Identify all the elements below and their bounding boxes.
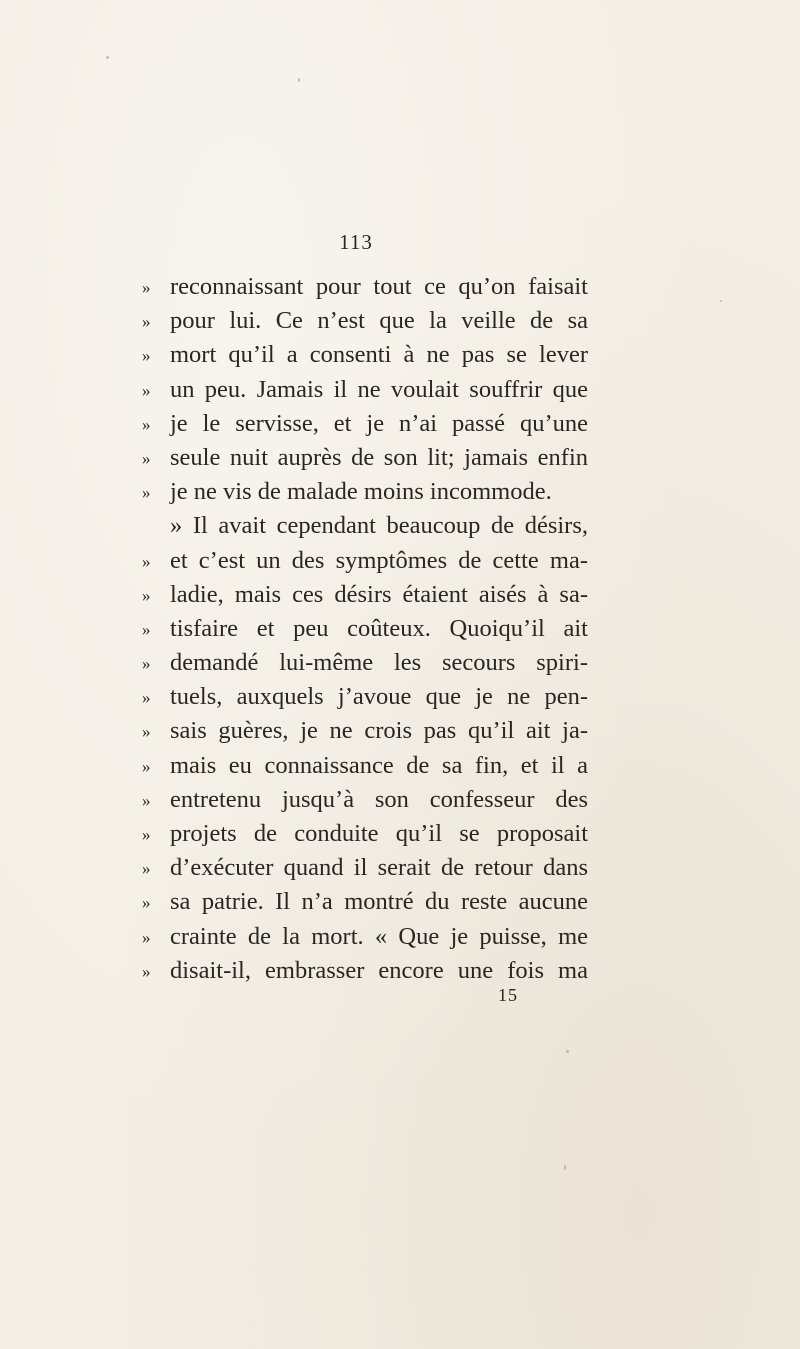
- quote-marker: »: [142, 483, 151, 503]
- line-text: et c’est un des symptômes de cette ma-: [170, 546, 588, 574]
- quote-marker: »: [142, 927, 151, 947]
- quote-marker: »: [142, 825, 151, 844]
- text-line: [142, 646, 588, 680]
- quote-marker: »: [142, 654, 151, 674]
- quote-marker: »: [142, 619, 151, 639]
- line-text: projets de conduite qu’il se proposait: [170, 820, 588, 847]
- text-line: [142, 578, 588, 612]
- line-text: sa patrie. Il n’a montré du reste aucune: [170, 888, 588, 916]
- quote-marker: »: [142, 346, 151, 366]
- quote-marker: »: [142, 380, 151, 400]
- quote-marker: »: [142, 961, 151, 981]
- signature-mark: 15: [498, 985, 518, 1005]
- quote-marker: »: [142, 278, 151, 297]
- line-text: sais guères, je ne crois pas qu’il ait ja-: [170, 717, 588, 745]
- line-text: demandé lui-même les secours spiri-: [170, 649, 588, 677]
- text-line: [142, 749, 588, 783]
- quote-marker: »: [142, 859, 151, 879]
- text-line: [142, 475, 588, 509]
- text-line: [142, 817, 588, 851]
- paper-speck: [106, 56, 109, 59]
- line-text: reconnaissant pour tout ce qu’on faisait: [170, 273, 588, 300]
- line-text: tuels, auxquels j’avoue que je ne pen-: [170, 683, 588, 711]
- paper-speck: [298, 78, 300, 82]
- line-text: je le servisse, et je n’ai passé qu’une: [170, 409, 588, 437]
- line-text: ladie, mais ces désirs étaient aisés à sa-: [170, 580, 588, 608]
- line-text: disait-il, embrasser encore une fois ma: [170, 956, 588, 984]
- quote-marker: »: [142, 790, 151, 810]
- quote-marker: »: [142, 551, 151, 571]
- quote-marker: »: [142, 722, 151, 742]
- text-line: [142, 407, 588, 441]
- quote-marker: »: [142, 585, 151, 605]
- paper-speck: [566, 1050, 569, 1053]
- text-line: [142, 338, 588, 372]
- line-text: » Il avait cependant beaucoup de désirs,: [170, 512, 588, 540]
- line-text: mais eu connaissance de sa fin, et il a: [170, 751, 588, 779]
- quote-marker: »: [142, 893, 151, 913]
- line-text: mort qu’il a consenti à ne pas se lever: [170, 341, 588, 369]
- quote-marker: »: [142, 688, 151, 708]
- line-text: entretenu jusqu’à son confesseur des: [170, 785, 588, 813]
- quote-marker: »: [142, 756, 151, 776]
- text-line: [142, 885, 588, 919]
- page-number: 113: [339, 230, 373, 254]
- line-text: crainte de la mort. « Que je puisse, me: [170, 922, 588, 950]
- text-line: [142, 920, 588, 954]
- line-text: d’exécuter quand il serait de retour dans: [170, 854, 588, 882]
- line-text: seule nuit auprès de son lit; jamais enfin: [170, 443, 588, 471]
- text-line: [142, 304, 588, 338]
- text-line: [142, 612, 588, 646]
- paper-speck: [564, 1165, 566, 1170]
- body-text: [142, 270, 588, 988]
- text-line: [142, 851, 588, 885]
- quote-marker: »: [142, 414, 151, 434]
- text-line: [142, 373, 588, 407]
- text-line: [142, 680, 588, 714]
- text-line: [142, 954, 588, 988]
- text-line-paragraph-start: [142, 509, 588, 543]
- line-text: pour lui. Ce n’est que la veille de sa: [170, 307, 588, 335]
- text-line: [142, 270, 588, 304]
- line-text: je ne vis de malade moins incommode.: [170, 478, 552, 506]
- text-line: [142, 441, 588, 475]
- text-line: [142, 714, 588, 748]
- text-line: [142, 544, 588, 578]
- line-text: un peu. Jamais il ne voulait souffrir que: [170, 375, 588, 403]
- quote-marker: »: [142, 448, 151, 468]
- text-line: [142, 783, 588, 817]
- paper-speck: [720, 300, 722, 302]
- quote-marker: »: [142, 312, 151, 332]
- line-text: tisfaire et peu coûteux. Quoiqu’il ait: [170, 614, 588, 642]
